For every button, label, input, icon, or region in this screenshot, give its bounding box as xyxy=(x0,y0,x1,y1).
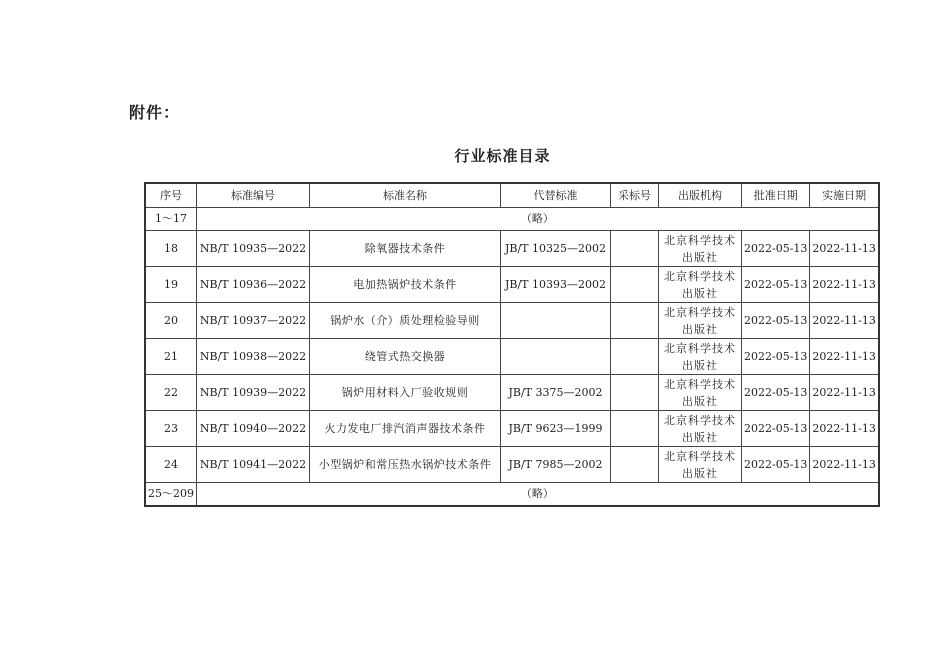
cell-replaces xyxy=(501,303,611,339)
cell-adopted xyxy=(611,411,659,447)
cell-approved: 2022-05-13 xyxy=(742,375,810,411)
cell-no: 22 xyxy=(145,375,197,411)
omitted-note: （略） xyxy=(197,483,879,507)
cell-adopted xyxy=(611,375,659,411)
table-row xyxy=(145,231,879,267)
omitted-row-bottom xyxy=(145,483,879,507)
cell-publisher: 北京科学技术出版社 xyxy=(659,411,742,447)
cell-code: NB/T 10939—2022 xyxy=(197,375,310,411)
header-code: 标准编号 xyxy=(197,183,310,208)
table-row xyxy=(145,375,879,411)
cell-replaces: JB/T 9623—1999 xyxy=(501,411,611,447)
document-title: 行业标准目录 xyxy=(454,147,551,165)
cell-approved: 2022-05-13 xyxy=(742,231,810,267)
cell-code: NB/T 10938—2022 xyxy=(197,339,310,375)
header-approved: 批准日期 xyxy=(742,183,810,208)
header-no: 序号 xyxy=(145,183,197,208)
cell-publisher: 北京科学技术出版社 xyxy=(659,303,742,339)
cell-no: 24 xyxy=(145,447,197,483)
omitted-range: 1～17 xyxy=(145,208,197,231)
cell-name: 除氧器技术条件 xyxy=(310,231,501,267)
header-adopted: 采标号 xyxy=(611,183,659,208)
cell-code: NB/T 10940—2022 xyxy=(197,411,310,447)
cell-approved: 2022-05-13 xyxy=(742,447,810,483)
cell-adopted xyxy=(611,231,659,267)
cell-no: 23 xyxy=(145,411,197,447)
cell-publisher: 北京科学技术出版社 xyxy=(659,447,742,483)
cell-name: 绕管式热交换器 xyxy=(310,339,501,375)
cell-approved: 2022-05-13 xyxy=(742,411,810,447)
cell-code: NB/T 10937—2022 xyxy=(197,303,310,339)
cell-no: 21 xyxy=(145,339,197,375)
cell-name: 火力发电厂排汽消声器技术条件 xyxy=(310,411,501,447)
cell-replaces: JB/T 10325—2002 xyxy=(501,231,611,267)
cell-adopted xyxy=(611,267,659,303)
cell-publisher: 北京科学技术出版社 xyxy=(659,375,742,411)
cell-code: NB/T 10936—2022 xyxy=(197,267,310,303)
header-name: 标准名称 xyxy=(310,183,501,208)
cell-publisher: 北京科学技术出版社 xyxy=(659,267,742,303)
cell-approved: 2022-05-13 xyxy=(742,267,810,303)
header-effective: 实施日期 xyxy=(810,183,879,208)
omitted-note: （略） xyxy=(197,208,879,231)
cell-name: 锅炉水（介）质处理检验导则 xyxy=(310,303,501,339)
cell-replaces: JB/T 7985—2002 xyxy=(501,447,611,483)
cell-no: 18 xyxy=(145,231,197,267)
cell-no: 20 xyxy=(145,303,197,339)
cell-adopted xyxy=(611,339,659,375)
cell-effective: 2022-11-13 xyxy=(810,267,879,303)
cell-effective: 2022-11-13 xyxy=(810,411,879,447)
header-publisher: 出版机构 xyxy=(659,183,742,208)
cell-effective: 2022-11-13 xyxy=(810,339,879,375)
cell-approved: 2022-05-13 xyxy=(742,339,810,375)
cell-publisher: 北京科学技术出版社 xyxy=(659,231,742,267)
table-row xyxy=(145,447,879,483)
table-row xyxy=(145,267,879,303)
cell-effective: 2022-11-13 xyxy=(810,303,879,339)
cell-replaces: JB/T 10393—2002 xyxy=(501,267,611,303)
standards-table xyxy=(144,182,880,507)
cell-code: NB/T 10941—2022 xyxy=(197,447,310,483)
cell-name: 小型锅炉和常压热水锅炉技术条件 xyxy=(310,447,501,483)
cell-replaces: JB/T 3375—2002 xyxy=(501,375,611,411)
cell-effective: 2022-11-13 xyxy=(810,447,879,483)
cell-approved: 2022-05-13 xyxy=(742,303,810,339)
omitted-row-top xyxy=(145,208,879,231)
cell-adopted xyxy=(611,303,659,339)
table-header-row xyxy=(145,183,879,208)
header-replaces: 代替标准 xyxy=(501,183,611,208)
cell-code: NB/T 10935—2022 xyxy=(197,231,310,267)
cell-replaces xyxy=(501,339,611,375)
table-row xyxy=(145,339,879,375)
attachment-label: 附件： xyxy=(129,103,181,122)
cell-effective: 2022-11-13 xyxy=(810,231,879,267)
cell-name: 电加热锅炉技术条件 xyxy=(310,267,501,303)
cell-name: 锅炉用材料入厂验收规则 xyxy=(310,375,501,411)
cell-effective: 2022-11-13 xyxy=(810,375,879,411)
cell-publisher: 北京科学技术出版社 xyxy=(659,339,742,375)
table-row xyxy=(145,411,879,447)
table-row xyxy=(145,303,879,339)
cell-adopted xyxy=(611,447,659,483)
omitted-range: 25～209 xyxy=(145,483,197,507)
cell-no: 19 xyxy=(145,267,197,303)
